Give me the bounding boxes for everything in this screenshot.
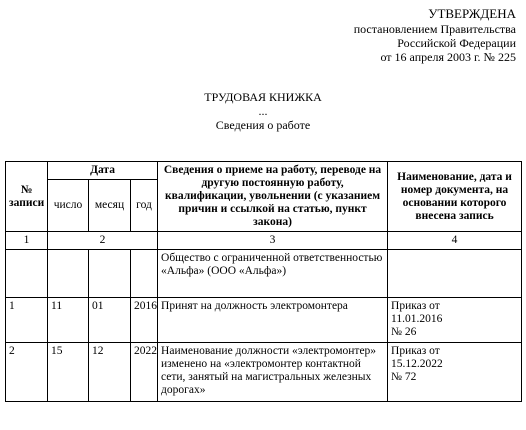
- header-doc: Наименование, дата и номер документа, на основании которого внесена запись: [388, 162, 522, 232]
- record-doc-line: № 72: [391, 371, 417, 383]
- header-row: [6, 162, 522, 180]
- record-month: 01: [89, 298, 131, 343]
- work-records-table: [5, 161, 522, 402]
- record-doc: [388, 298, 522, 343]
- record-no: 2: [6, 343, 48, 402]
- column-number: 3: [158, 232, 388, 250]
- table-row: [6, 250, 522, 298]
- record-day: 11: [48, 298, 89, 343]
- header-day: число: [48, 180, 89, 232]
- record-year: 2016: [131, 298, 158, 343]
- record-day: 15: [48, 343, 89, 402]
- approval-line-3: Российской Федерации: [397, 36, 516, 50]
- record-month: 12: [89, 343, 131, 402]
- record-info: Принят на должность электромонтера: [158, 298, 388, 343]
- section-title: Сведения о работе: [215, 118, 311, 132]
- approval-title: УТВЕРЖДЕНА: [428, 6, 516, 21]
- header-info: Сведения о приеме на работу, переводе на другую постоянную работу, квалификации, увольнении (с указанием причин и ссылкой на статью, пункт закона): [158, 162, 388, 232]
- header-year: год: [131, 180, 158, 232]
- record-doc: [388, 343, 522, 402]
- record-doc: [388, 250, 522, 298]
- record-info: Наименование должности «электромонтер» изменено на «электромонтер контактной сети, занятый на магистральных железных дорогах»: [158, 343, 388, 402]
- approval-line-4: от 16 апреля 2003 г. № 225: [380, 50, 516, 64]
- column-number: 4: [388, 232, 522, 250]
- header-date: Дата: [48, 162, 158, 180]
- record-doc-line: Приказ от: [391, 345, 440, 357]
- record-doc-line: 11.01.2016: [391, 313, 443, 325]
- document-title: ТРУДОВАЯ КНИЖКА: [204, 90, 322, 104]
- record-doc-line: 15.12.2022: [391, 358, 443, 370]
- record-info: Общество с ограниченной ответственностью «Альфа» (ООО «Альфа»): [158, 250, 388, 298]
- record-year: [131, 250, 158, 298]
- record-day: [48, 250, 89, 298]
- record-doc-line: Приказ от: [391, 300, 440, 312]
- column-number: 1: [6, 232, 48, 250]
- header-record-no: № записи: [6, 162, 48, 232]
- record-doc-line: № 26: [391, 326, 417, 338]
- record-month: [89, 250, 131, 298]
- table-row: [6, 298, 522, 343]
- record-no: 1: [6, 298, 48, 343]
- column-number: 2: [48, 232, 158, 250]
- record-no: [6, 250, 48, 298]
- header-month: месяц: [89, 180, 131, 232]
- approval-line-2: постановлением Правительства: [353, 22, 516, 36]
- record-year: 2022: [131, 343, 158, 402]
- approval-stamp: [354, 6, 516, 64]
- table-row: [6, 343, 522, 402]
- column-number-row: [6, 232, 522, 250]
- title-ellipsis: ...: [258, 104, 268, 118]
